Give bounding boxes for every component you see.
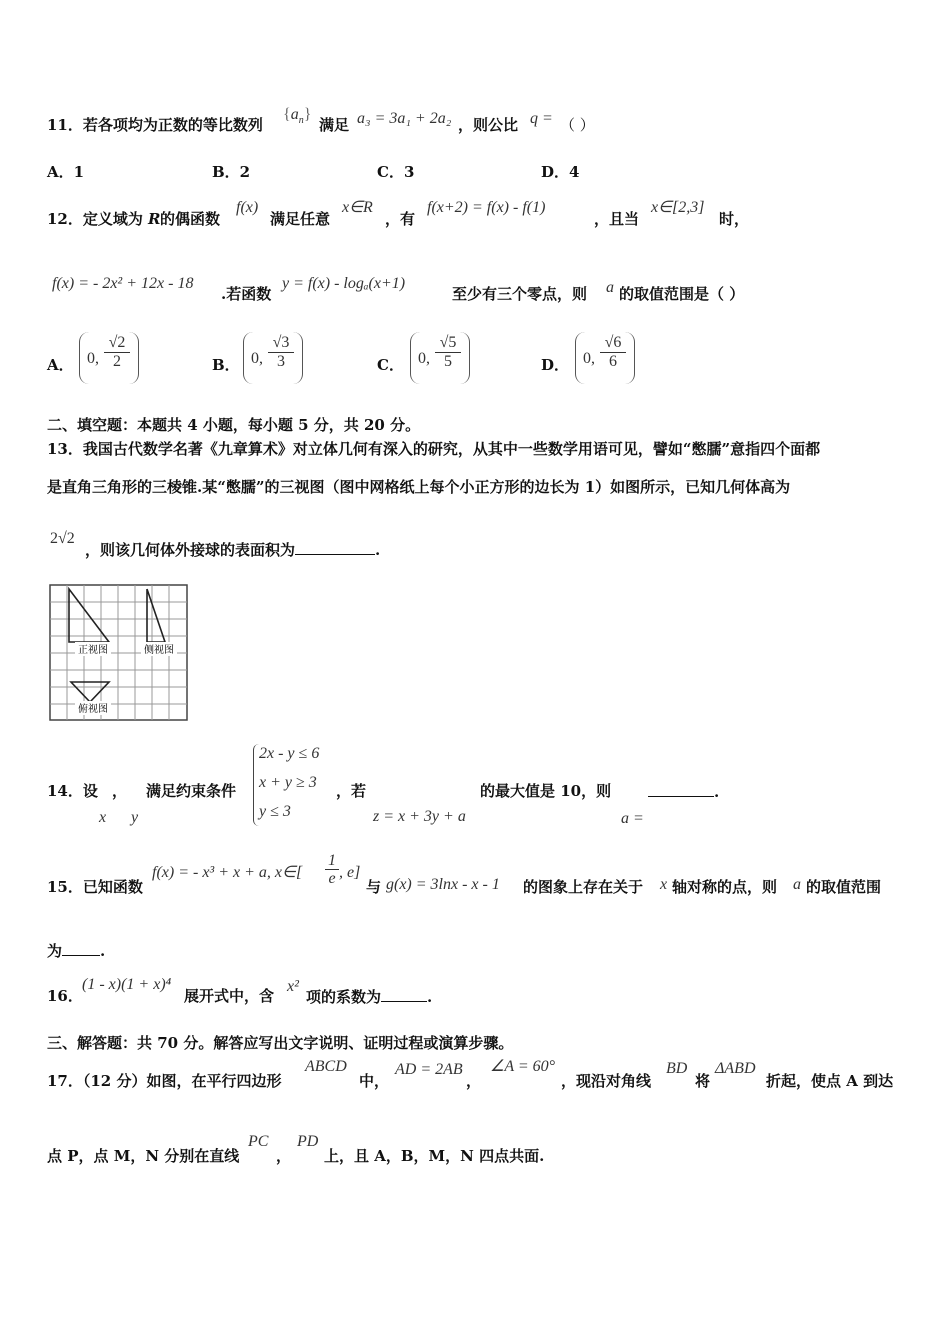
q13-line3: ，则该几何体外接球的表面积为 . — [85, 541, 381, 559]
q17-t3: 将 — [695, 1072, 711, 1090]
q15-frac: $\frac{1}{e}$ — [325, 852, 339, 887]
q12-t3: ，有 — [385, 210, 416, 228]
q12-option-d-zero: 0, — [583, 350, 595, 367]
q12-t4: ，且当 — [594, 210, 640, 228]
q14-num: 14．设 — [47, 782, 98, 800]
q12-option-c-label: C． — [377, 356, 404, 374]
q14-x: x — [99, 809, 107, 826]
q17-line2a: 点 P，点 M，N 分别在直线 — [47, 1147, 240, 1165]
q17-c1: ， — [466, 1072, 482, 1090]
q17-c2: ， — [276, 1147, 292, 1165]
q11-end: ，则公比 — [458, 116, 519, 134]
q12-option-b-frac: $\frac{√3}{3}$ — [268, 334, 294, 371]
q12-eq3: y = f(x) - logₐ(x+1) — [282, 275, 406, 292]
q15-answer-blank — [62, 941, 100, 956]
q13-line1: 13．我国古代数学名著《九章算术》对立体几何有深入的研究，从其中一些数学用语可见，譬如“憋臑”意指四个面都 — [47, 440, 821, 458]
front-view-label: 正视图 — [78, 645, 108, 656]
q11-option-d: D．4 — [541, 163, 580, 181]
q15-a: a — [793, 876, 801, 893]
q15-t4: 的取值范围 — [806, 878, 882, 896]
q15-num: 15．已知函数 — [47, 878, 143, 896]
q14-blank-wrap: . — [648, 782, 719, 801]
q11-paren: （ ） — [560, 116, 595, 134]
q11-mid: 满足 — [319, 116, 350, 134]
q12-option-c-frac: $\frac{√5}{5}$ — [435, 334, 461, 371]
q17-ad: AD = 2AB — [395, 1061, 463, 1078]
q15-f: f(x) = - x³ + x + a, x∈[ — [152, 864, 303, 881]
q14-constraint-1: 2x - y ≤ 6 — [259, 745, 320, 762]
q15-x: x — [660, 876, 668, 893]
q12-t7: 至少有三个零点，则 — [452, 285, 588, 303]
q17-abcd: ABCD — [305, 1058, 347, 1075]
side-view-label: 侧视图 — [144, 645, 174, 656]
q14-t1: 满足约束条件 — [146, 782, 237, 800]
q17-bd: BD — [666, 1060, 688, 1077]
q14-y: y — [131, 809, 139, 826]
q17-line2b: 上，且 A，B，M，N 四点共面. — [324, 1147, 545, 1165]
q17-pd: PD — [297, 1133, 319, 1150]
q16-answer-blank — [381, 987, 427, 1002]
q11-option-c: C．3 — [377, 163, 415, 181]
q16-t1: 展开式中，含 — [184, 987, 275, 1005]
q14-constraint-3: y ≤ 3 — [259, 803, 291, 820]
q12-option-a-label: A． — [47, 356, 74, 374]
q15-f-end: , e] — [339, 864, 361, 881]
q17-triangle: ΔABD — [715, 1060, 756, 1077]
q11-equation: a₃ = 3a₁ + 2a₂ — [357, 110, 452, 127]
q11-text: 11．若各项均为正数的等比数列 — [47, 116, 263, 134]
q16-t2: 项的系数为 . — [306, 988, 433, 1006]
q12-option-a-zero: 0, — [87, 350, 99, 367]
section-2-heading: 二、填空题：本题共 4 小题，每小题 5 分，共 20 分。 — [47, 416, 421, 434]
q14-constraint-2: x + y ≥ 3 — [259, 774, 317, 791]
q15-t2: 的图象上存在关于 — [523, 878, 644, 896]
q12-t6: .若函数 — [221, 285, 272, 303]
q14-a: a = — [621, 810, 644, 827]
q12-t8: 的取值范围是（ ） — [619, 285, 745, 303]
q12-num: 12．定义域为 — [47, 210, 143, 228]
q11-q: q = — [530, 110, 553, 127]
q12-option-c-zero: 0, — [418, 350, 430, 367]
q14-answer-blank — [648, 782, 714, 797]
q14-comma: ， — [112, 782, 128, 800]
q12-R: R — [148, 210, 161, 228]
q17-t2: ，现沿对角线 — [561, 1072, 652, 1090]
q12-fx: f(x) — [236, 199, 259, 216]
q14-t3: 的最大值是 10，则 — [480, 782, 612, 800]
q15-line2: 为 . — [47, 942, 106, 960]
q12-option-b-label: B． — [212, 356, 240, 374]
q12-t1: 的偶函数 — [160, 210, 221, 228]
q15-t3: 轴对称的点，则 — [672, 878, 778, 896]
q13-value: 2√2 — [50, 530, 75, 547]
q12-t2: 满足任意 — [270, 210, 331, 228]
q13-line2: 是直角三角形的三棱锥.某“憋臑”的三视图（图中网格纸上每个小正方形的边长为 1）如图所示，已知几何体高为 — [47, 478, 791, 496]
q17-t4: 折起，使点 A 到达 — [766, 1072, 894, 1090]
q11-option-b: B．2 — [212, 163, 251, 181]
q14-t2: ，若 — [336, 782, 367, 800]
q15-t1: 与 — [366, 878, 382, 896]
q12-eq1: f(x+2) = f(x) - f(1) — [427, 199, 546, 216]
q12-xR: x∈R — [342, 199, 373, 216]
top-view-label: 俯视图 — [78, 704, 108, 715]
q12-option-d-frac: $\frac{√6}{6}$ — [600, 334, 626, 371]
q12-option-d-label: D． — [541, 356, 570, 374]
q15-g: g(x) = 3lnx - x - 1 — [386, 876, 500, 893]
q14-z: z = x + 3y + a — [373, 808, 466, 825]
q11-sequence: $\{a_n\}$ — [283, 106, 312, 127]
q12-a: a — [606, 279, 614, 296]
q17-num: 17．（12 分）如图，在平行四边形 — [47, 1072, 282, 1090]
q16-expr: (1 - x)(1 + x)⁴ — [82, 976, 172, 993]
q17-t1: 中， — [359, 1072, 390, 1090]
q16-num: 16． — [47, 987, 83, 1005]
q12-option-b-zero: 0, — [251, 350, 263, 367]
q12-eq2: f(x) = - 2x² + 12x - 18 — [52, 275, 194, 292]
three-view-figure — [49, 584, 189, 722]
q12-interval: x∈[2,3] — [651, 199, 705, 216]
q12-t5: 时， — [719, 210, 750, 228]
section-3-heading: 三、解答题：共 70 分。解答应写出文字说明、证明过程或演算步骤。 — [47, 1034, 514, 1052]
q13-answer-blank — [295, 540, 375, 555]
q11-option-a: A．1 — [47, 163, 85, 181]
q17-angle: ∠A = 60° — [490, 1058, 556, 1075]
q17-pc: PC — [248, 1133, 269, 1150]
q16-x2: x² — [287, 978, 299, 995]
q12-option-a-frac: $\frac{√2}{2}$ — [104, 334, 130, 371]
